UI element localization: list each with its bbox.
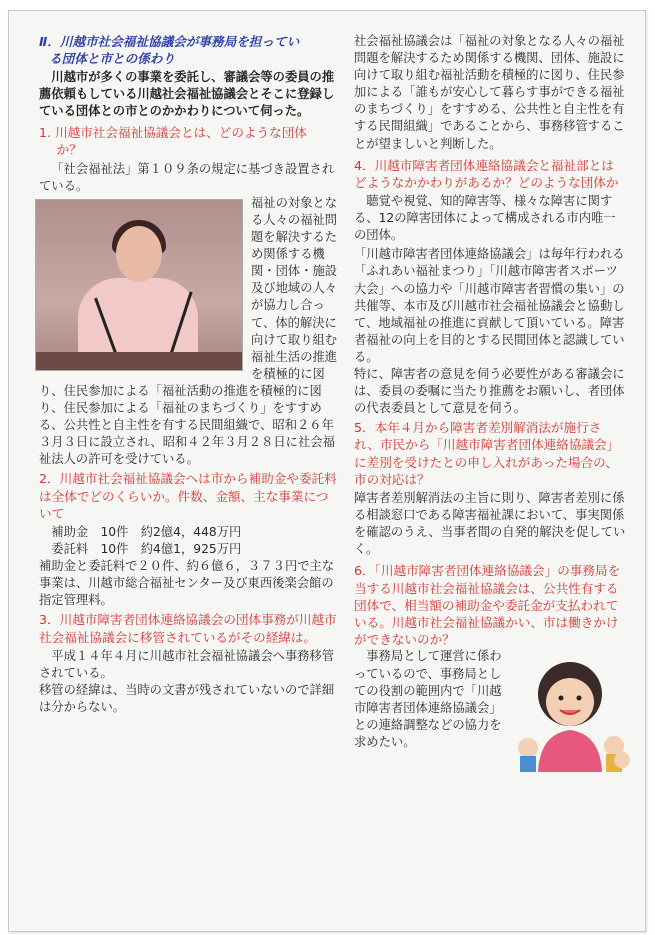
q4-answer-p2: 「川越市障害者団体連絡協議会」は毎年行われる「ふれあい福祉まつり」「川越市障害者スポーツ大会」への協力や「川越市障害者習慣の集い」の共催等、本市及び川越市社会福祉協議会と協動して、地域福祉の推進に貢献して頂いている。障害者福祉の向上を目的とする民間団体と認識している。 xyxy=(354,247,625,364)
q3-answer-p1: 平成１４年４月に川越市社会福祉協議会へ事務移管されている。 xyxy=(39,648,335,680)
q3-answer-p2: 移管の経緯は、当時の文書が残されていないので詳細は分からない。 xyxy=(39,683,335,715)
q2-answer: 補助金と委託料で２０件、約６億６，３７３円で主な事業は、川越市総合福祉センター及び東西後楽会館の指定管理料。 xyxy=(39,559,335,608)
q6-answer: 事務局として運営に係わっているので、事務局としての役割の範囲内で「川越市障害者団体連絡協議会」との連絡調整などの協力を求めたい。 xyxy=(354,649,502,749)
section-heading-line1: Ⅱ．川越市社会福祉協議会が事務局を担ってい xyxy=(39,34,300,49)
section-heading xyxy=(39,33,339,67)
q1-question xyxy=(39,124,339,158)
q1-question-line1: 1. 川越市社会福祉協議会とは、どのような団体 xyxy=(39,125,307,141)
newsletter-page xyxy=(8,10,646,932)
q6-question: 6．「川越市障害者団体連絡協議会」の事務局を当する川越市社会福祉協議会は、公共性有する団体で、相当額の補助金や委託金が支払われている。川越市社会福祉協議かい、市は働きかけができないのか？ xyxy=(354,563,621,648)
q1-answer-p1: 「社会福祉法」第１０９条の規定に基づき設置されている。 xyxy=(39,161,335,193)
speaker-photo xyxy=(35,199,243,371)
section-intro: 川越市が多くの事業を委託し、審議会等の委員の推薦依頼もしている川越社会福祉協議会とそこに登録している団体との市とのかかわりについて伺った。 xyxy=(39,70,335,119)
q5-answer: 障害者差別解消法の主旨に則り、障害者差別に係る相談窓口である障害福祉課において、事実関係を確認のうえ、当事者間の自発的解決を促していく。 xyxy=(354,491,626,557)
cartoon-illustration xyxy=(510,650,632,772)
q4-answer-p1: 聴覚や視覚、知的障害等、様々な障害に関する、12の障害団体によって構成される市内唯一の団体。 xyxy=(354,194,616,243)
q1-answer-block xyxy=(39,195,339,469)
q3-continued-answer: 社会福祉協議会は「福祉の対象となる人々の福祉問題を解決するため関係する機関、団体、施設に向けて取り組む福祉活動を積極的に図り、住民参加による「誰もが安心して暮らす事ができる福祉のまちづくり」をすすめる、公共性と自主性を有する民間組織」であることから、事務移管することが望ましいと判断した。 xyxy=(354,34,625,151)
q1-question-line2: か？ xyxy=(56,142,82,158)
q2-question: 2．川越市社会福祉協議会へは市から補助金や委託料は全体でどのくらいか。件数、金額、主な事業について xyxy=(39,471,337,521)
q4-question: 4．川越市障害者団体連絡協議会と福祉部とはどようなかかわりがあるか？どのような団体か xyxy=(354,157,619,190)
right-column xyxy=(354,33,626,772)
q3-question: 3．川越市障害者団体連絡協議会の団体事務が川越市社会福祉協議会に移管されているがその経緯は。 xyxy=(39,612,337,645)
q6-answer-block xyxy=(354,648,626,751)
q1-answer-p2: 福祉の対象となる人々の福祉問題を解決するため関係する機関・団体・施設及び地域の人々が協力し合って、体的解決に向けて取り組む福祉生活の推進を積極的に図り、住民参加による「福祉活動の推進を積極的に図り、住民参加による「福祉のまちづくり」をすすめる、公共性と自主性を有する民間組織で、昭和２６年３月３日に設立され、昭和４２年３月２８日に社会福祉法人の許可を受けている。 xyxy=(39,195,338,467)
left-column xyxy=(39,33,339,716)
q5-question: 5．本年４月から障害者差別解消法が施行され、市民から「川越市障害者団体連絡協議会」に差別を受けたとの申し入れがあった場合の、市の対応は？ xyxy=(354,420,620,487)
q2-subsidy-row: 補助金 10件 約2億4，448万円 xyxy=(51,524,242,539)
q4-answer-p3: 特に、障害者の意見を伺う必要性がある審議会には、委員の委嘱に当たり推薦をお願いし、者団体の代表委員として意見を伺う。 xyxy=(354,367,625,416)
q2-amount-table xyxy=(39,524,339,558)
q2-commission-row: 委託料 10件 約4億1，925万円 xyxy=(51,542,242,557)
section-heading-line2: る団体と市との係わり xyxy=(49,51,176,66)
